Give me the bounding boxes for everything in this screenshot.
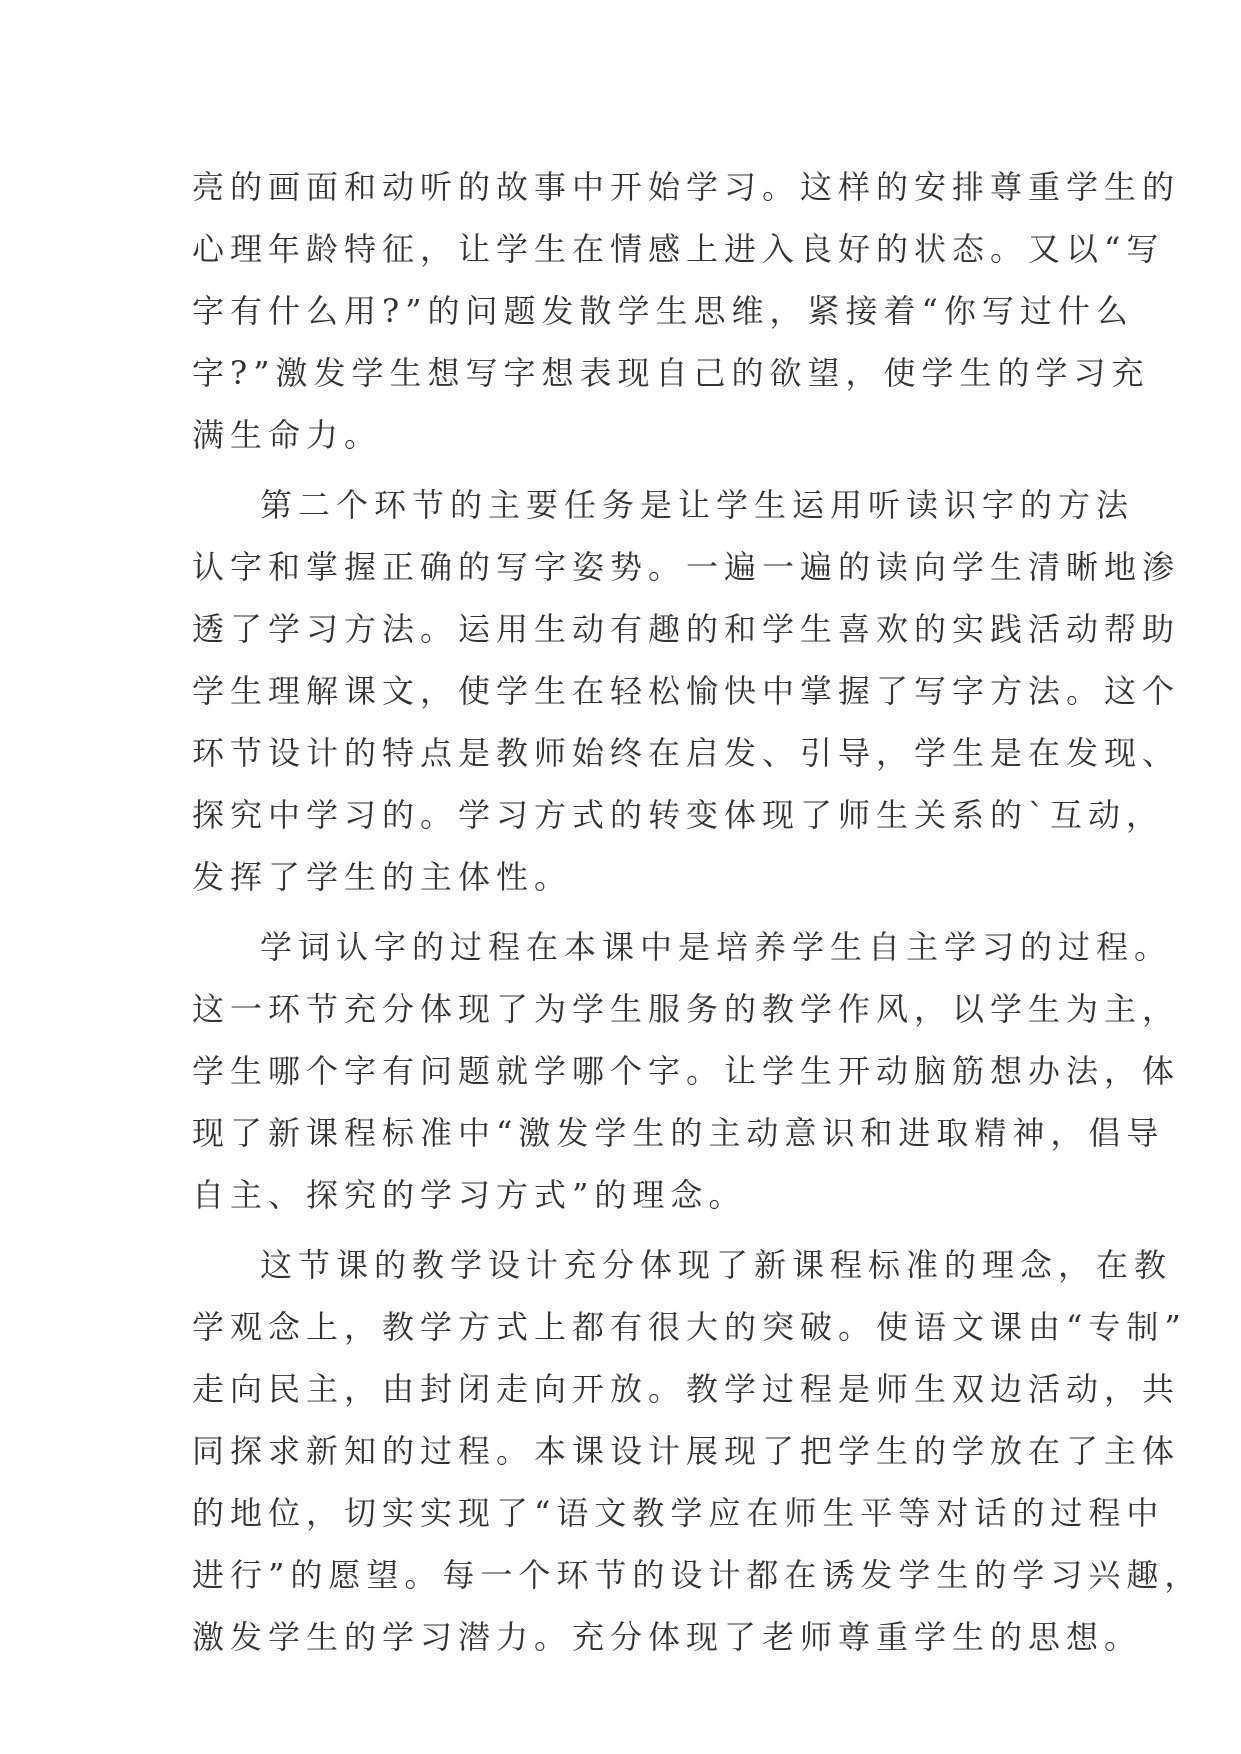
text-line: 自主、探究的学习方式”的理念。: [192, 1176, 747, 1214]
paragraph-2: [192, 474, 1181, 908]
text-line: 现了新课程标准中“激发学生的主动意识和进取精神，倡导: [192, 1114, 1165, 1152]
text-line: 发挥了学生的主体性。: [192, 858, 573, 896]
text-line: 的地位，切实实现了“语文教学应在师生平等对话的过程中: [192, 1494, 1165, 1532]
text-line: 透了学习方法。运用生动有趣的和学生喜欢的实践活动帮助: [192, 610, 1181, 648]
text-line: 学生哪个字有问题就学哪个字。让学生开动脑筋想办法，体: [192, 1052, 1181, 1090]
paragraph-1: [192, 156, 1181, 466]
text-line: 亮的画面和动听的故事中开始学习。这样的安排尊重学生的: [192, 168, 1181, 206]
text-line: 走向民主，由封闭走向开放。教学过程是师生双边活动，共: [192, 1370, 1181, 1408]
paragraph-4: [192, 1234, 1203, 1668]
text-line: 认字和掌握正确的写字姿势。一遍一遍的读向学生清晰地渗: [192, 548, 1181, 586]
paragraph-3: [192, 916, 1181, 1226]
text-line: 激发学生的学习潜力。充分体现了老师尊重学生的思想。: [192, 1618, 1143, 1656]
text-line: 这一环节充分体现了为学生服务的教学作风，以学生为主，: [192, 990, 1181, 1028]
text-line: 进行”的愿望。每一个环节的设计都在诱发学生的学习兴趣，: [192, 1556, 1203, 1594]
text-line: 满生命力。: [192, 416, 383, 454]
text-line: 这节课的教学设计充分体现了新课程标准的理念，在教: [260, 1246, 1173, 1284]
text-line: 学词认字的过程在本课中是培养学生自主学习的过程。: [260, 928, 1173, 966]
text-line: 心理年龄特征，让学生在情感上进入良好的状态。又以“写: [192, 230, 1165, 268]
text-line: 探究中学习的。学习方式的转变体现了师生关系的`互动，: [192, 796, 1165, 834]
text-line: 字有什么用?”的问题发散学生思维，紧接着“你写过什么: [192, 292, 1134, 330]
body-text: [192, 156, 1203, 1668]
text-line: 同探求新知的过程。本课设计展现了把学生的学放在了主体: [192, 1432, 1181, 1470]
text-line: 学观念上，教学方式上都有很大的突破。使语文课由“专制”: [192, 1308, 1187, 1346]
text-line: 学生理解课文，使学生在轻松愉快中掌握了写字方法。这个: [192, 672, 1181, 710]
text-line: 第二个环节的主要任务是让学生运用听读识字的方法: [260, 486, 1135, 524]
text-line: 环节设计的特点是教师始终在启发、引导，学生是在发现、: [192, 734, 1181, 772]
text-line: 字?”激发学生想写字想表现自己的欲望，使学生的学习充: [192, 354, 1150, 392]
